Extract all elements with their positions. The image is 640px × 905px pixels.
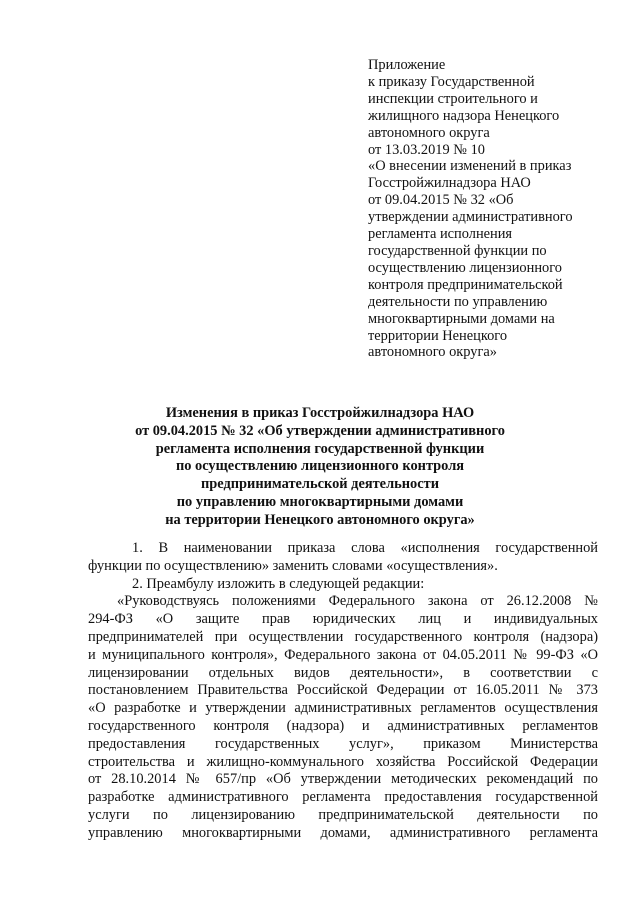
appendix-line: «О внесении изменений в приказ: [368, 158, 572, 175]
document-body: [88, 540, 598, 843]
body-line: 2. Преамбулу изложить в следующей редакции:: [132, 575, 425, 592]
body-line: управлению многоквартирными домами, административного регламента: [88, 824, 598, 841]
appendix-line: регламента исполнения: [368, 226, 513, 243]
title-line: предпринимательской деятельности: [200, 476, 439, 493]
document-title: [80, 405, 560, 530]
appendix-line: осуществлению лицензионного: [368, 259, 562, 276]
title-line: по управлению многоквартирными домами: [176, 493, 464, 510]
appendix-line: государственной функции по: [368, 242, 547, 259]
body-line: услуги по лицензированию предпринимательской деятельности по: [88, 806, 598, 823]
appendix-line: деятельности по управлению: [368, 293, 548, 310]
body-line: 1. В наименовании приказа слова «исполнения государственной: [132, 540, 598, 556]
appendix-line: утверждении административного: [368, 209, 573, 226]
body-line: и муниципального контроля», Федерального закона от 04.05.2011 № 99-ФЗ «О: [88, 646, 598, 663]
appendix-line: Приложение: [368, 57, 446, 73]
title-line: по осуществлению лицензионного контроля: [175, 458, 465, 475]
body-line: 294-ФЗ «О защите прав юридических лиц и индивидуальных: [88, 611, 598, 628]
appendix-line: жилищного надзора Ненецкого: [368, 107, 560, 124]
appendix-line: к приказу Государственной: [368, 73, 535, 90]
appendix-line: от 13.03.2019 № 10: [368, 141, 485, 158]
title-line: Изменения в приказ Госстройжилнадзора НАО: [165, 405, 475, 421]
body-line: функции по осуществлению» заменить словами «осуществления».: [88, 557, 498, 574]
appendix-line: многоквартирными домами на: [368, 310, 555, 327]
body-line: предоставления государственных услуг», приказом Министерства: [88, 735, 598, 752]
body-line: разработке административного регламента предоставления государственной: [88, 789, 598, 806]
body-line: от 28.10.2014 № 657/пр «Об утверждении методических рекомендаций по: [88, 771, 598, 788]
appendix-line: автономного округа: [368, 124, 490, 141]
title-line: на территории Ненецкого автономного округа»: [165, 511, 475, 528]
body-line: предпринимателей при осуществлении государственного контроля (надзора): [88, 628, 598, 645]
body-line: постановлением Правительства Российской Федерации от 16.05.2011 № 373: [88, 682, 598, 699]
appendix-line: инспекции строительного и: [368, 90, 538, 107]
appendix-line: контроля предпринимательской: [368, 276, 563, 293]
appendix-line: территории Ненецкого: [368, 327, 508, 344]
body-line: лицензировании отдельных видов деятельности», в соответствии с: [88, 664, 598, 681]
appendix-block: [368, 57, 618, 361]
body-line: строительства и жилищно-коммунального хозяйства Российской Федерации: [88, 753, 598, 770]
appendix-line: автономного округа»: [368, 344, 497, 361]
title-line: регламента исполнения государственной функции: [155, 440, 485, 457]
body-line: «Руководствуясь положениями Федерального закона от 26.12.2008 №: [117, 593, 598, 610]
body-line: «О разработке и утверждении административных регламентов осуществления: [88, 700, 598, 717]
appendix-line: от 09.04.2015 № 32 «Об: [368, 192, 514, 209]
body-line: государственного контроля (надзора) и административных регламентов: [88, 717, 598, 734]
appendix-line: Госстройжилнадзора НАО: [368, 175, 531, 192]
title-line: от 09.04.2015 № 32 «Об утверждении административного: [135, 422, 505, 439]
